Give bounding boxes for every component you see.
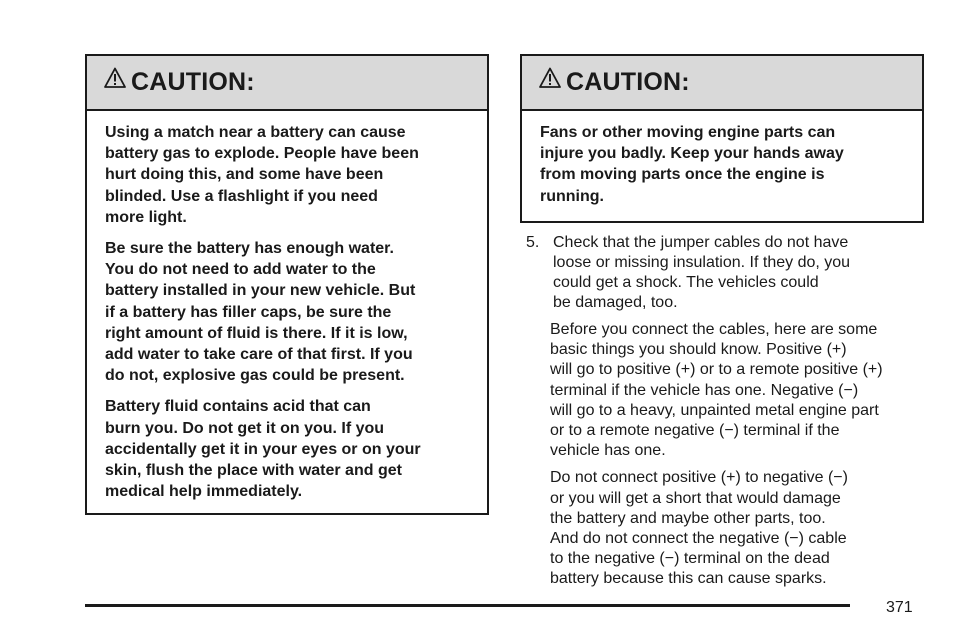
caution-header: [87, 56, 487, 111]
caution-paragraph: Using a match near a battery can cause battery gas to explode. People have been hurt doing this, and some have been blinded. Use a flashlight if you need more light.: [105, 124, 419, 226]
instructions-column: [526, 233, 936, 590]
caution-paragraph: Be sure the battery has enough water. You do not need to add water to the battery installed in your new vehicle. But if a battery has filler caps, be sure the right amount of fluid is there. If it is low, add water to take care of that first. If you do not, explosive gas could be present.: [105, 240, 416, 385]
caution-box-right: [520, 54, 924, 223]
caution-body: [87, 111, 487, 502]
body-paragraph: Do not connect positive (+) to negative (−) or you will get a short that would damage the battery and maybe other parts, too. And do not connect the negative (−) cable to the negative (−) terminal on the dead battery because this can cause sparks.: [550, 469, 848, 588]
caution-paragraph: Battery fluid contains acid that can burn you. Do not get it on you. If you accidentally get it in your eyes or on your skin, flush the place with water and get medical help immediately.: [105, 398, 421, 501]
step-number: 5.: [526, 234, 540, 251]
caution-body: [522, 111, 922, 207]
caution-box-left: [85, 54, 489, 515]
caution-triangle-icon: [104, 67, 126, 89]
body-paragraph: Before you connect the cables, here are some basic things you should know. Positive (+) will go to positive (+) or to a remote positive (+) terminal if the vehicle has one. Negative (−) will go to a heavy, unpainted metal engine part or to a remote negative (−) terminal if the vehicle has one.: [550, 321, 883, 460]
step-text: Check that the jumper cables do not have loose or missing insulation. If they do, you could get a shock. The vehicles could be damaged, too.: [553, 234, 851, 311]
footer-rule: [85, 604, 850, 607]
caution-title: CAUTION:: [131, 68, 255, 96]
page-number: 371: [886, 599, 913, 616]
caution-header: [522, 56, 922, 111]
caution-paragraph: Fans or other moving engine parts can injure you badly. Keep your hands away from moving parts once the engine is running.: [540, 124, 844, 205]
caution-triangle-icon: [539, 67, 561, 89]
caution-title: CAUTION:: [566, 68, 690, 96]
step-item: [526, 233, 936, 313]
